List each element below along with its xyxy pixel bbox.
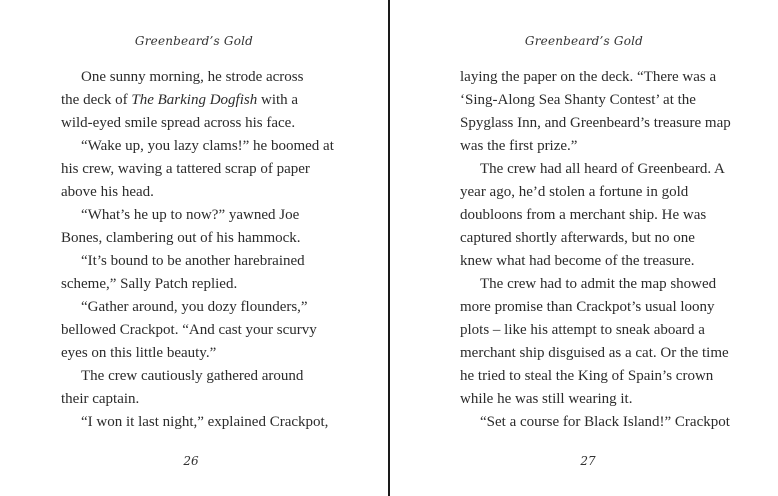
left-body-text	[61, 66, 334, 434]
text-line: “What’s he up to now?” yawned Joe	[81, 207, 300, 223]
text-line: eyes on this little beauty.”	[61, 345, 217, 361]
text-line: scheme,” Sally Patch replied.	[61, 276, 238, 292]
text-line: wild-eyed smile spread across his face.	[61, 115, 296, 131]
text-line: Spyglass Inn, and Greenbeard’s treasure map	[460, 115, 731, 131]
text-line: more promise than Crackpot’s usual loony	[460, 299, 715, 315]
text-line: was the first prize.”	[460, 138, 578, 154]
text-line: “Wake up, you lazy clams!” he boomed at	[81, 138, 334, 154]
right-running-head: Greenbeard’s Gold	[524, 34, 644, 48]
text-line: The crew had all heard of Greenbeard. A	[480, 161, 725, 177]
text-line: above his head.	[61, 184, 154, 200]
text-line: “Gather around, you dozy flounders,”	[81, 299, 308, 315]
text-line: captured shortly afterwards, but no one	[460, 230, 695, 246]
text-line: merchant ship disguised as a cat. Or the time	[460, 345, 729, 361]
left-page-number: 26	[183, 454, 199, 468]
text-line	[61, 89, 331, 112]
right-page	[390, 0, 778, 496]
text-line: The crew cautiously gathered around	[81, 368, 304, 384]
text-line: he tried to steal the King of Spain’s crown	[460, 368, 714, 384]
text-line: “It’s bound to be another harebrained	[81, 253, 305, 269]
ship-name: The Barking Dogfish	[131, 92, 258, 108]
text-line: One sunny morning, he strode across	[81, 69, 304, 85]
left-running-head: Greenbeard’s Gold	[134, 34, 254, 48]
text-line: knew what had become of the treasure.	[460, 253, 695, 269]
text-run: with a	[257, 92, 299, 108]
text-line: laying the paper on the deck. “There was a	[460, 69, 717, 85]
text-line: their captain.	[61, 391, 140, 407]
text-line: The crew had to admit the map showed	[480, 276, 717, 292]
text-line: ‘Sing-Along Sea Shanty Contest’ at the	[460, 92, 696, 108]
text-line: bellowed Crackpot. “And cast your scurvy	[61, 322, 317, 338]
text-line: year ago, he’d stolen a fortune in gold	[460, 184, 689, 200]
text-line: plots – like his attempt to sneak aboard a	[460, 322, 705, 338]
right-page-number: 27	[580, 454, 596, 468]
text-line: doubloons from a merchant ship. He was	[460, 207, 707, 223]
text-line: “Set a course for Black Island!” Crackpot	[480, 414, 730, 430]
text-line: while he was still wearing it.	[460, 391, 633, 407]
text-line: “I won it last night,” explained Crackpot,	[81, 414, 329, 430]
text-run: the deck of	[61, 92, 132, 108]
text-line: his crew, waving a tattered scrap of paper	[61, 161, 310, 177]
text-line: Bones, clambering out of his hammock.	[61, 230, 301, 246]
left-page	[0, 0, 388, 496]
right-body-text	[460, 66, 730, 434]
